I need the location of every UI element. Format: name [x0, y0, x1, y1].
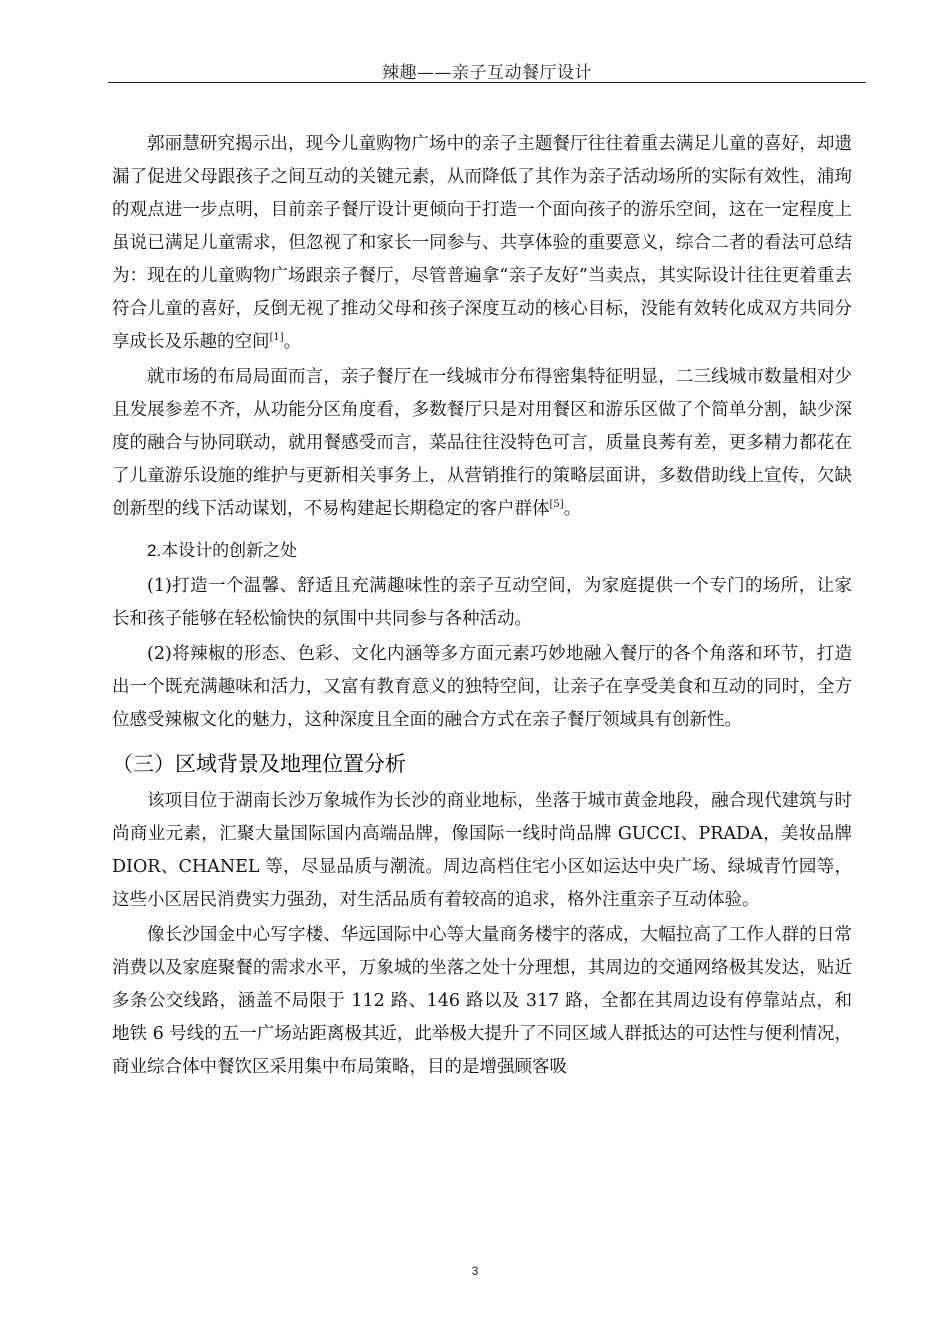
- innovation-item-1: (1)打造一个温馨、舒适且充满趣味性的亲子互动空间，为家庭提供一个专门的场所，让家长和孩子能够在轻松愉快的氛围中共同参与各种活动。: [112, 576, 852, 629]
- heading-number: 2.: [147, 541, 162, 560]
- innovation-heading: [147, 534, 852, 568]
- paragraph-text: 郭丽慧研究揭示出，现今儿童购物广场中的亲子主题餐厅往往着重去满足儿童的喜好，却遗漏了促进父母跟孩子之间互动的关键元素，从而降低了其作为亲子活动场所的实际有效性，浦珣的观点进一步点明，目前亲子餐厅设计更倾向于打造一个面向孩子的游乐空间，这在一定程度上虽说已满足儿童需求，但忽视了和家长一同参与、共享体验的重要意义，综合二者的看法可总结为：现在的儿童购物广场跟亲子餐厅，尽管普遍拿“亲子友好”当卖点，其实际设计往往更着重去符合儿童的喜好，反倒无视了推动父母和孩子深度互动的核心目标，没能有效转化成双方共同分享成长及乐趣的空间: [112, 134, 852, 352]
- page-number: 3: [471, 1264, 479, 1278]
- paragraph-location: 该项目位于湖南长沙万象城作为长沙的商业地标，坐落于城市黄金地段，融合现代建筑与时尚商业元素，汇聚大量国际国内高端品牌，像国际一线时尚品牌 GUCCI、PRADA，美妆品牌 DIOR、CHANEL 等，尽显品质与潮流。周边高档住宅小区如运达中央广场、绿城青竹园等，这些小区居民消费实力强劲，对生活品质有着较高的追求，格外注重亲子互动体验。: [112, 791, 852, 910]
- running-header-title: 辣趣——亲子互动餐厅设计: [382, 63, 592, 83]
- header-divider: [108, 82, 866, 83]
- section-title: （三）区域背景及地理位置分析: [112, 752, 406, 776]
- innovation-item-2: (2)将辣椒的形态、色彩、文化内涵等多方面元素巧妙地融入餐厅的各个角落和环节，打造出一个既充满趣味和活力，又富有教育意义的独特空间，让亲子在享受美食和互动的同时，全方位感受辣椒文化的魅力，这种深度且全面的融合方式在亲子餐厅领域具有创新性。: [112, 644, 852, 730]
- paragraph-market-layout: [112, 361, 852, 526]
- paragraph-literature-review: [112, 128, 852, 359]
- body-content: [112, 128, 852, 1086]
- paragraph-end: 。: [563, 499, 582, 519]
- paragraph-end: 。: [283, 332, 302, 352]
- citation-ref: [1]: [269, 332, 284, 343]
- paragraph-text: 就市场的布局局面而言，亲子餐厅在一线城市分布得密集特征明显，二三线城市数量相对少且发展参差不齐，从功能分区角度看，多数餐厅只是对用餐区和游乐区做了个简单分割，缺少深度的融合与协同联动，就用餐感受而言，菜品往往没特色可言，质量良莠有差，更多精力都花在了儿童游乐设施的维护与更新相关事务上，从营销推行的策略层面讲，多数借助线上宣传，欠缺创新型的线下活动谋划，不易构建起长期稳定的客户群体: [112, 367, 852, 519]
- citation-ref: [5]: [549, 499, 564, 510]
- heading-text: 本设计的创新之处: [161, 541, 298, 561]
- paragraph-traffic: 像长沙国金中心写字楼、华远国际中心等大量商务楼宇的落成，大幅拉高了工作人群的日常消费以及家庭聚餐的需求水平，万象城的坐落之处十分理想，其周边的交通网络极其发达，贴近多条公交线路，涵盖不局限于 112 路、146 路以及 317 路，全都在其周边设有停靠站点，和地铁 6 号线的五一广场站距离极其近，此举极大提升了不同区域人群抵达的可达性与便利情况，商业综合体中餐饮区采用集中布局策略，目的是增强顾客吸: [112, 925, 852, 1077]
